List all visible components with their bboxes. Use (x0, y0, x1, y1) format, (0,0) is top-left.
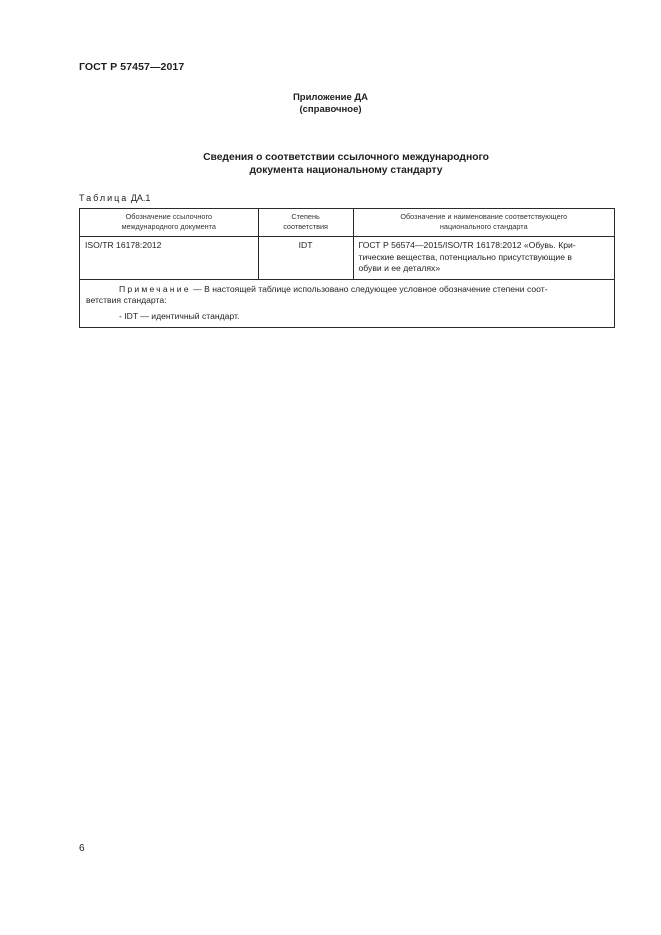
header-intl-doc (80, 209, 259, 237)
note-cell (80, 279, 615, 328)
header-national-standard (353, 209, 614, 237)
header-intl-doc-line-2: международного документа (121, 222, 216, 231)
header-national-line-2: национального стандарта (439, 222, 528, 231)
cell-intl-doc: ISO/TR 16178:2012 (80, 237, 259, 280)
cell-national-standard (353, 237, 614, 280)
appendix-heading (0, 92, 661, 116)
section-title-line-2: документа национальному стандарту (249, 164, 443, 176)
table-caption-word: Таблица (79, 193, 129, 203)
table-caption (79, 193, 150, 203)
page-number: 6 (79, 843, 85, 854)
header-degree (258, 209, 353, 237)
section-title (0, 152, 661, 177)
note-text-line-2: ветствия стандарта: (86, 295, 167, 305)
table-header-row (80, 209, 615, 237)
correspondence-table (79, 208, 615, 328)
national-line-3: обуви и ее деталях» (358, 263, 441, 273)
table-note-row (80, 279, 615, 328)
header-degree-line-2: соответствия (283, 222, 328, 231)
header-degree-line-1: Степень (291, 212, 320, 221)
national-line-1: ГОСТ Р 56574—2015/ISO/TR 16178:2012 «Обувь. Кри- (358, 240, 576, 250)
note-list-item: - IDT — идентичный стандарт. (119, 310, 240, 321)
note-paragraph (86, 284, 608, 296)
appendix-subtitle: (справочное) (299, 104, 362, 115)
section-title-line-1: Сведения о соответствии ссылочного международного (203, 152, 489, 163)
cell-degree: IDT (258, 237, 353, 280)
table-row (80, 237, 615, 280)
document-code: ГОСТ Р 57457—2017 (79, 61, 185, 73)
table-caption-id: ДА.1 (130, 193, 151, 203)
appendix-title: Приложение ДА (292, 92, 369, 103)
header-national-line-1: Обозначение и наименование соответствующего (400, 212, 568, 221)
note-label: Примечание (119, 283, 191, 294)
national-line-2: тические вещества, потенциально присутствующие в (358, 251, 572, 262)
header-intl-doc-line-1: Обозначение ссылочного (125, 212, 213, 221)
note-text-line-1: — В настоящей таблице использовано следующее условное обозначение степени соот- (190, 283, 548, 294)
